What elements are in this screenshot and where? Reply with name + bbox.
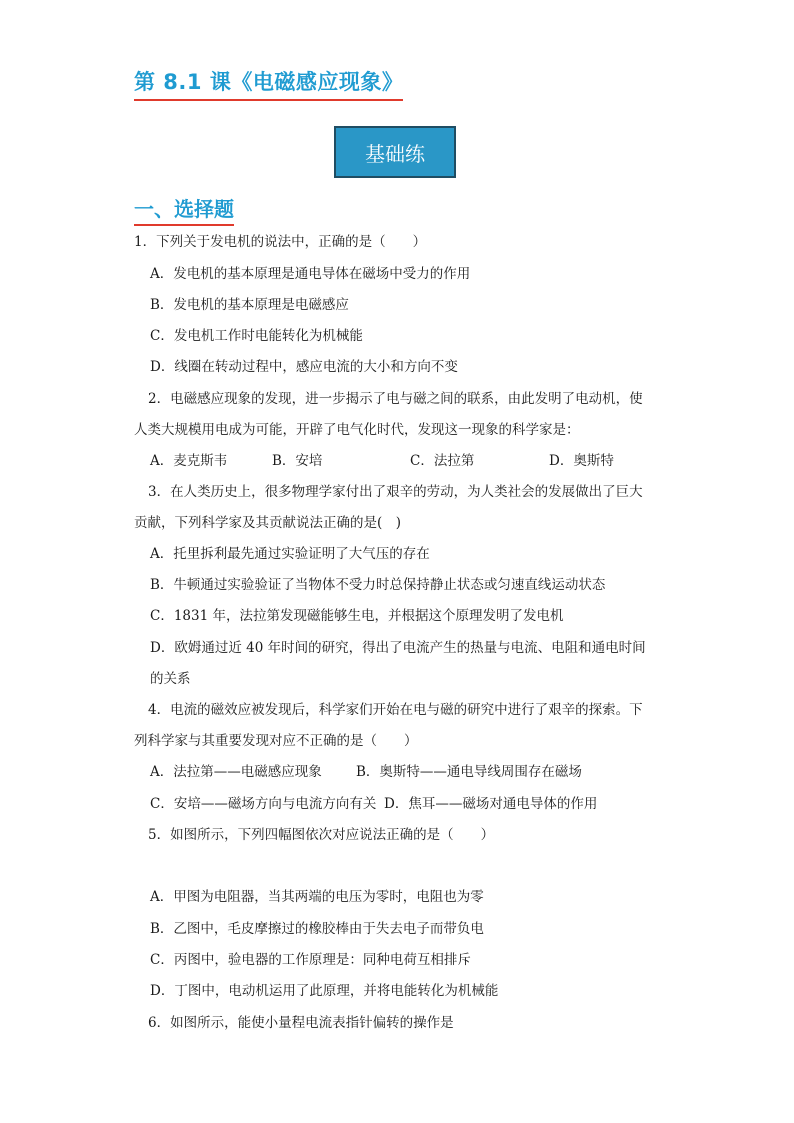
lesson-title: 第 8.1 课《电磁感应现象》	[134, 66, 403, 101]
option-c: C．发电机工作时电能转化为机械能	[150, 328, 363, 344]
option-a: A．托里拆利最先通过实验证明了大气压的存在	[150, 546, 430, 562]
option-b: B．安培	[272, 453, 323, 469]
option-c: C．安培——磁场方向与电流方向有关	[150, 796, 377, 812]
option-b: B．牛顿通过实验验证了当物体不受力时总保持静止状态或匀速直线运动状态	[150, 577, 606, 593]
option-d: D．焦耳——磁场对通电导体的作用	[384, 796, 598, 812]
question-stem: 5．如图所示，下列四幅图依次对应说法正确的是（ ）	[148, 827, 495, 843]
option-d: D．丁图中，电动机运用了此原理，并将电能转化为机械能	[150, 983, 499, 999]
option-c: C．丙图中，验电器的工作原理是：同种电荷互相排斥	[150, 952, 471, 968]
question-stem: 1．下列关于发电机的说法中，正确的是（ ）	[134, 234, 427, 250]
question-stem: 3．在人类历史上，很多物理学家付出了艰辛的劳动，为人类社会的发展做出了巨大	[148, 484, 643, 500]
option-d: D．奥斯特	[549, 453, 614, 469]
option-d: D．欧姆通过近 40 年时间的研究，得出了电流产生的热量与电流、电阻和通电时间	[150, 640, 646, 656]
question-stem: 6．如图所示，能使小量程电流表指针偏转的操作是	[148, 1015, 454, 1031]
option-d-continued: 的关系	[150, 671, 191, 687]
option-a: A．麦克斯韦	[150, 453, 228, 469]
option-d: D．线圈在转动过程中，感应电流的大小和方向不变	[150, 359, 458, 375]
question-stem-continued: 列科学家与其重要发现对应不正确的是（ ）	[134, 733, 418, 749]
section-heading: 一、选择题	[134, 193, 234, 226]
option-b: B．乙图中，毛皮摩擦过的橡胶棒由于失去电子而带负电	[150, 921, 484, 937]
option-c: C．法拉第	[410, 453, 475, 469]
option-a: A．法拉第——电磁感应现象	[150, 764, 322, 780]
question-stem-continued: 贡献，下列科学家及其贡献说法正确的是( )	[134, 515, 402, 531]
question-stem-continued: 人类大规模用电成为可能，开辟了电气化时代，发现这一现象的科学家是：	[134, 422, 580, 438]
option-b: B．奥斯特——通电导线周围存在磁场	[356, 764, 582, 780]
question-stem: 4．电流的磁效应被发现后，科学家们开始在电与磁的研究中进行了艰辛的探索。下	[148, 702, 643, 718]
option-a: A．发电机的基本原理是通电导体在磁场中受力的作用	[150, 266, 471, 282]
question-stem: 2．电磁感应现象的发现，进一步揭示了电与磁之间的联系，由此发明了电动机，使	[148, 391, 643, 407]
option-a: A．甲图为电阻器，当其两端的电压为零时，电阻也为零	[150, 889, 484, 905]
level-badge: 基础练	[334, 126, 456, 178]
option-c: C．1831 年，法拉第发现磁能够生电，并根据这个原理发明了发电机	[150, 608, 564, 624]
option-b: B．发电机的基本原理是电磁感应	[150, 297, 349, 313]
